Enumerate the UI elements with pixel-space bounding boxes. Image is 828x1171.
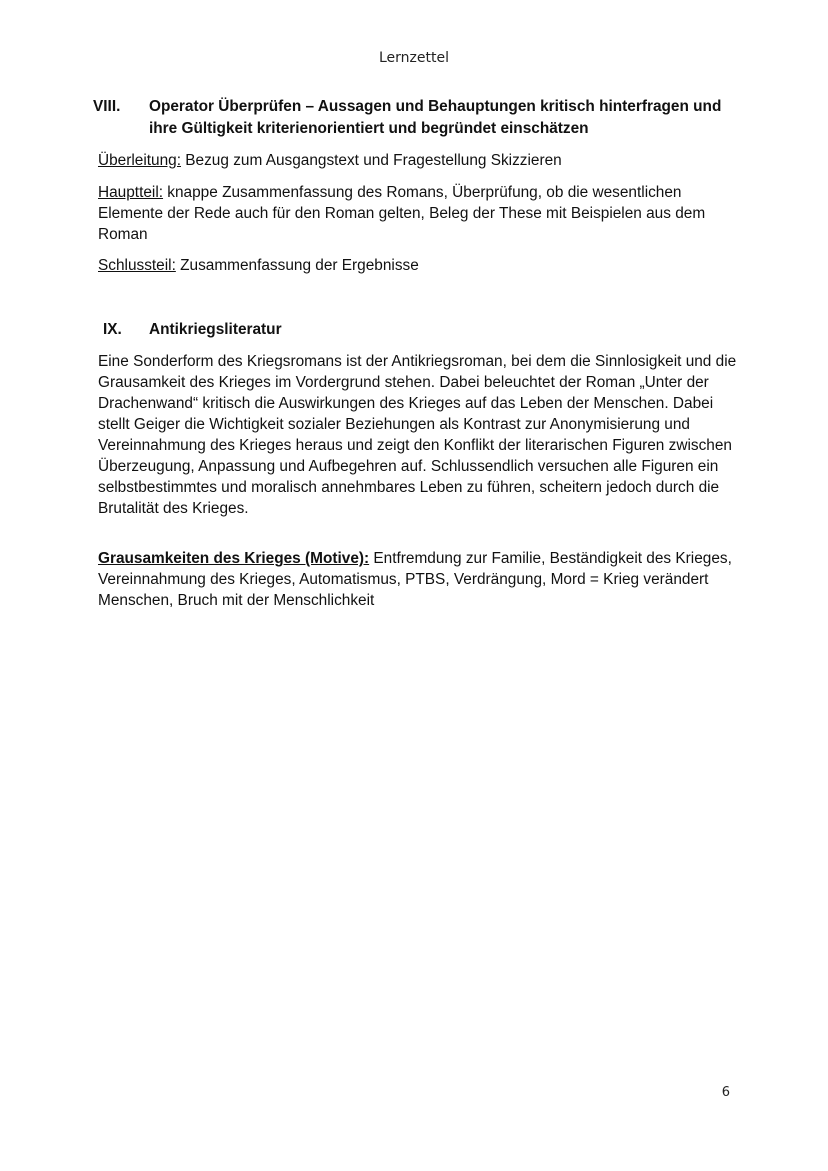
paragraph-label: Schlussteil: <box>98 257 176 274</box>
section-title: Antikriegsliteratur <box>149 321 282 338</box>
section-title: Operator Überprüfen – Aussagen und Behauptungen kritisch hinterfragen und ihre Gültigkeit kriterienorientiert und begründet einschätzen <box>149 98 722 137</box>
page-number: 6 <box>721 1085 730 1100</box>
paragraph-label: Hauptteil: <box>98 184 164 201</box>
paragraph-label: Überleitung: <box>98 152 181 169</box>
paragraph-hauptteil <box>98 182 743 245</box>
paragraph-text: Zusammenfassung der Ergebnisse <box>175 257 419 274</box>
section-number: VIII. <box>93 98 121 115</box>
section-heading-viii <box>93 96 743 140</box>
section-number: IX. <box>103 321 122 338</box>
paragraph-motive <box>98 548 743 611</box>
paragraph-ueberleitung <box>98 150 743 171</box>
paragraph-antikriegsliteratur: Eine Sonderform des Kriegsromans ist der Antikriegsroman, bei dem die Sinnlosigkeit und die Grausamkeit des Krieges im Vordergrund stehen. Dabei beleuchtet der Roman „Unter der Drachenwand“ kritisch die Auswirkungen des Krieges auf das Leben der Menschen. Dabei stellt Geiger die Wichtigkeit sozialer Beziehungen als Kontrast zur Anonymisierung und Vereinnahmung des Krieges heraus und zeigt den Konflikt der literarischen Figuren zwischen Überzeugung, Anpassung und Aufbegehren auf. Schlussendlich versuchen alle Figuren ein selbstbestimmtes und moralisch annehmbares Leben zu führen, scheitern jedoch durch die Brutalität des Krieges. <box>98 353 737 517</box>
paragraph-text: Bezug zum Ausgangstext und Fragestellung Skizzieren <box>181 152 562 169</box>
paragraph-label: Grausamkeiten des Krieges (Motive): <box>98 550 370 567</box>
paragraph-text: Entfremdung zur Familie, Beständigkeit des Krieges, Vereinnahmung des Krieges, Automatismus, PTBS, Verdrängung, Mord = Krieg verändert Menschen, Bruch mit der Menschlichkeit <box>98 550 732 609</box>
page-header: Lernzettel <box>379 50 449 66</box>
paragraph-schlussteil <box>98 255 743 276</box>
section-heading-ix <box>103 319 753 341</box>
paragraph-text: knappe Zusammenfassung des Romans, Überprüfung, ob die wesentlichen Elemente der Rede auch für den Roman gelten, Beleg der These mit Beispielen aus dem Roman <box>98 184 706 243</box>
